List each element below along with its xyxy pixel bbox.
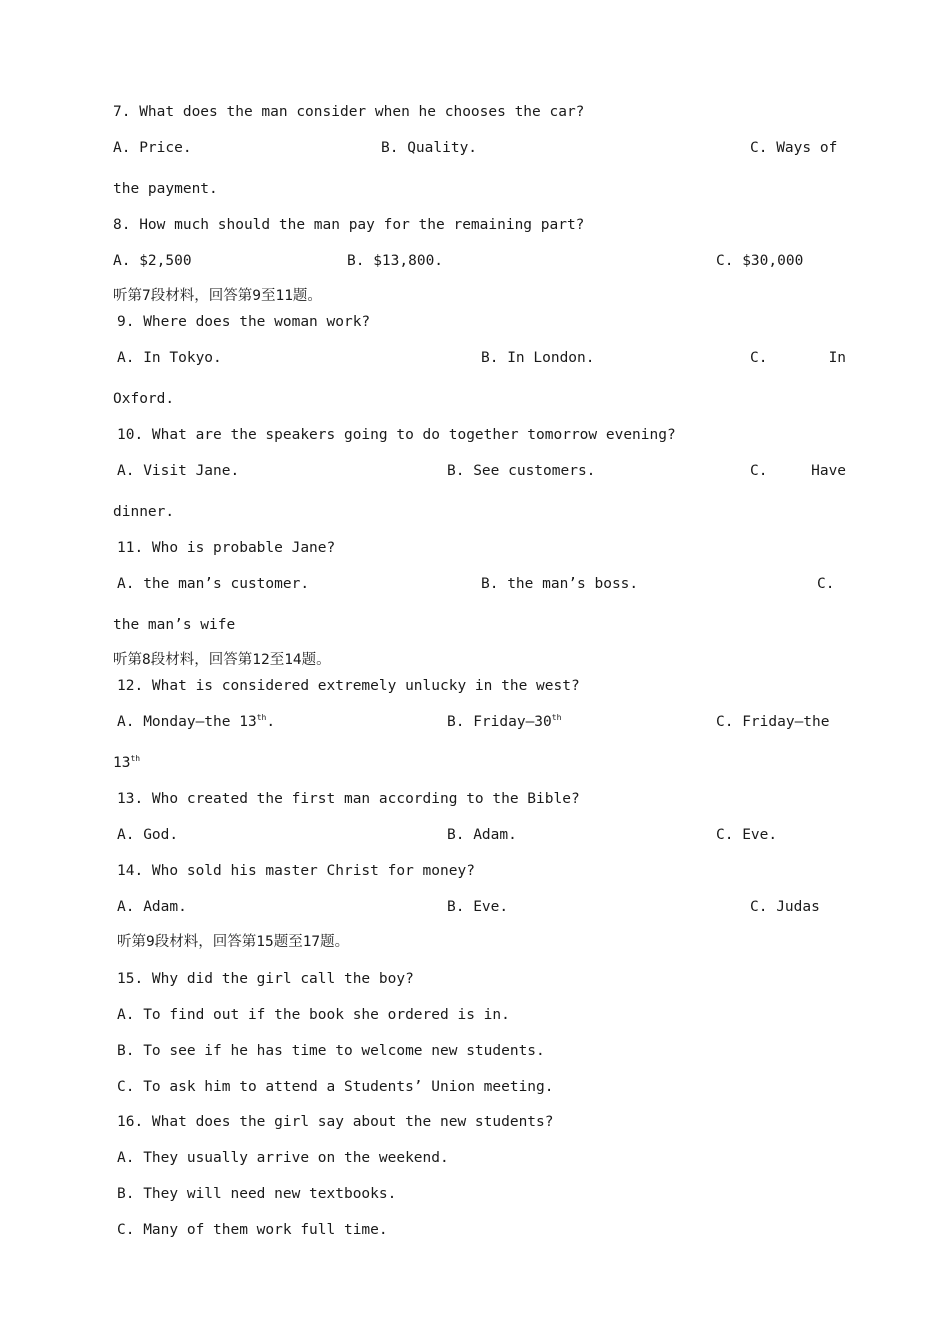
question-15-option-a: A. To find out if the book she ordered is in. — [117, 1007, 510, 1023]
question-7-option-a: A. Price. — [113, 140, 192, 156]
section-7-heading: 听第7段材料，回答第9至11题。 — [113, 288, 322, 304]
question-10-option-c-continued: dinner. — [113, 504, 175, 520]
question-11-option-c-continued: the man’s wife — [113, 617, 236, 633]
question-15-option-c: C. To ask him to attend a Students’ Union meeting. — [117, 1079, 554, 1095]
question-9-option-c-continued: Oxford. — [113, 391, 175, 407]
question-15-option-b: B. To see if he has time to welcome new students. — [117, 1043, 545, 1059]
question-14-option-b: B. Eve. — [447, 899, 509, 915]
question-10-stem: 10. What are the speakers going to do together tomorrow evening? — [117, 427, 676, 443]
question-13-option-a: A. God. — [117, 827, 179, 843]
question-16-option-c: C. Many of them work full time. — [117, 1222, 388, 1238]
question-16-option-b: B. They will need new textbooks. — [117, 1186, 397, 1202]
question-15-stem: 15. Why did the girl call the boy? — [117, 971, 414, 987]
question-7-option-c: C. Ways of — [750, 140, 838, 156]
question-16-stem: 16. What does the girl say about the new students? — [117, 1114, 554, 1130]
question-12-option-a: A. Monday—the 13th. — [117, 713, 276, 730]
question-9-option-c: C. In — [750, 350, 847, 366]
question-13-stem: 13. Who created the first man according to the Bible? — [117, 791, 580, 807]
question-7-stem: 7. What does the man consider when he chooses the car? — [113, 104, 585, 120]
question-7-option-b: B. Quality. — [381, 140, 478, 156]
question-11-stem: 11. Who is probable Jane? — [117, 540, 336, 556]
section-9-heading: 听第9段材料，回答第15题至17题。 — [117, 934, 350, 950]
question-11-option-a: A. the man’s customer. — [117, 576, 310, 592]
question-9-option-b: B. In London. — [481, 350, 595, 366]
question-12-stem: 12. What is considered extremely unlucky in the west? — [117, 678, 580, 694]
question-11-option-c: C. — [817, 576, 835, 592]
question-8-stem: 8. How much should the man pay for the remaining part? — [113, 217, 585, 233]
question-14-option-c: C. Judas — [750, 899, 820, 915]
question-16-option-a: A. They usually arrive on the weekend. — [117, 1150, 449, 1166]
question-8-option-b: B. $13,800. — [347, 253, 444, 269]
question-12-option-c-continued: 13th — [113, 754, 141, 771]
question-10-option-c: C. Have — [750, 463, 847, 479]
section-8-heading: 听第8段材料，回答第12至14题。 — [113, 652, 331, 668]
question-12-option-b: B. Friday—30th — [447, 713, 562, 730]
question-8-option-c: C. $30,000 — [716, 253, 804, 269]
question-9-stem: 9. Where does the woman work? — [117, 314, 371, 330]
question-9-option-a: A. In Tokyo. — [117, 350, 222, 366]
question-10-option-a: A. Visit Jane. — [117, 463, 240, 479]
question-11-option-b: B. the man’s boss. — [481, 576, 639, 592]
question-14-option-a: A. Adam. — [117, 899, 187, 915]
question-14-stem: 14. Who sold his master Christ for money? — [117, 863, 475, 879]
question-10-option-b: B. See customers. — [447, 463, 596, 479]
question-13-option-c: C. Eve. — [716, 827, 778, 843]
question-12-option-c: C. Friday—the — [716, 714, 830, 730]
question-8-option-a: A. $2,500 — [113, 253, 192, 269]
question-7-option-c-continued: the payment. — [113, 181, 218, 197]
question-13-option-b: B. Adam. — [447, 827, 517, 843]
